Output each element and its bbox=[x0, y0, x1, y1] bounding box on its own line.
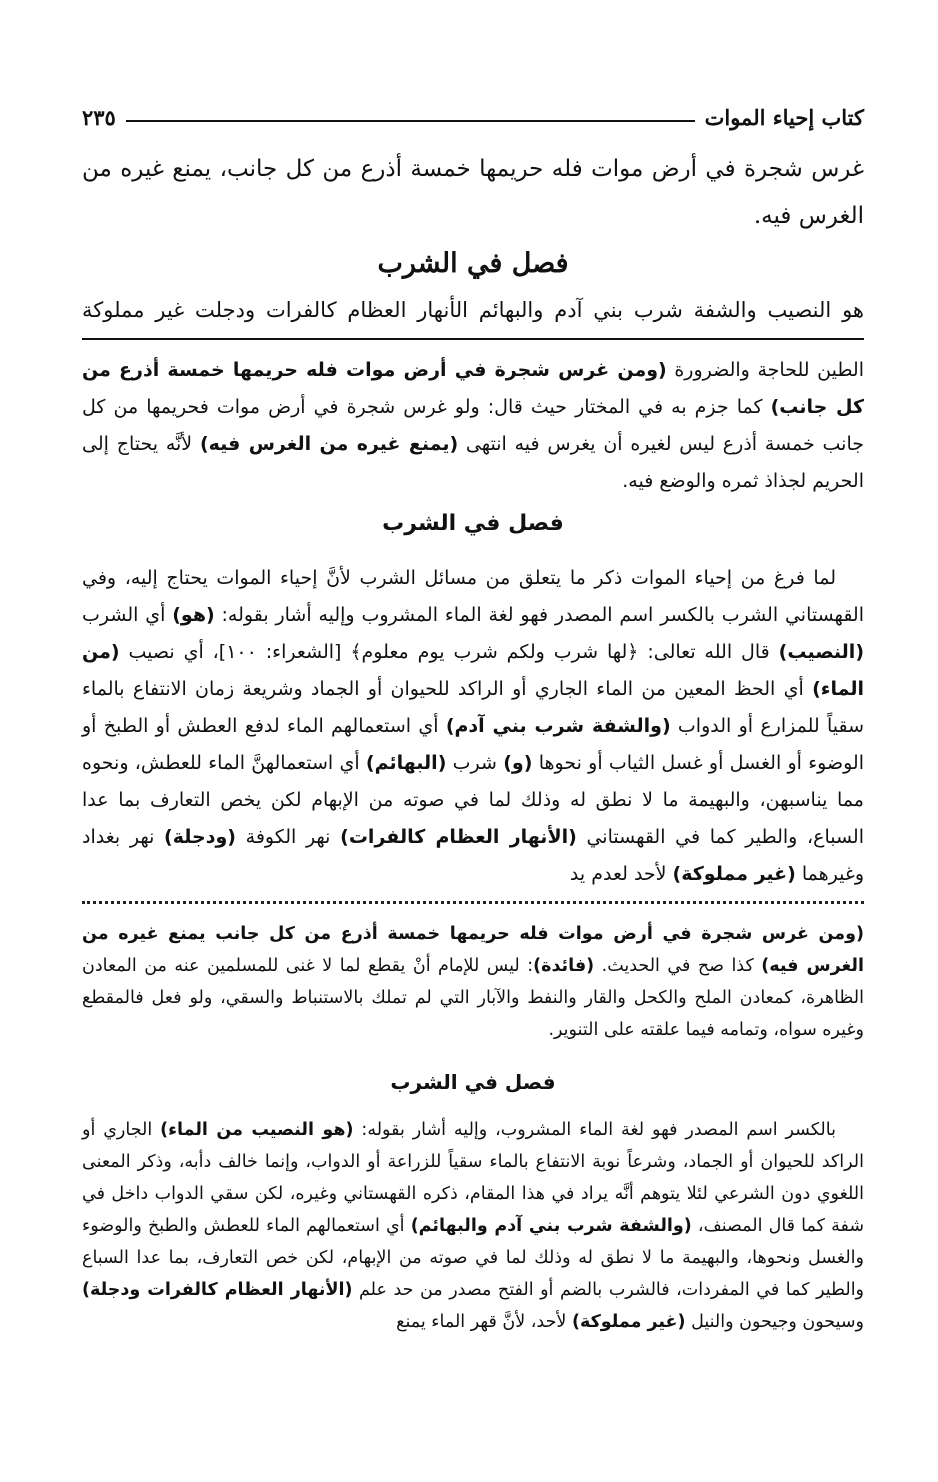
hashiya-quote: (غير مملوكة) bbox=[571, 1312, 686, 1332]
running-header bbox=[82, 92, 864, 128]
hashiya-quote: (والشفة شرب بني آدم والبهائم) bbox=[410, 1216, 692, 1236]
sharh-text: نهر الكوفة bbox=[235, 826, 341, 848]
sharh-paragraph bbox=[82, 352, 864, 500]
sharh-text: لما فرغ من إحياء الموات ذكر ما يتعلق من مسائل الشرب لأنَّ إحياء الموات يحتاج إليه، وفي القهستاني الشرب بالكسر اسم المصدر فهو لغة الماء المشروب وإليه أشار بقوله: bbox=[82, 567, 864, 626]
sharh-text: أي الحظ المعين من الماء الجاري أو الراكد للحيوان أو الجماد وشريعة زمان الانتفاع بالماء سقياً للمزارع أو الدواب bbox=[82, 678, 864, 737]
sharh-text: قال الله تعالى: ﴿لها شرب ولكم شرب يوم معلوم﴾ [الشعراء: ١٠٠]، أي نصيب bbox=[119, 641, 779, 663]
hashiya-text: بالكسر اسم المصدر فهو لغة الماء المشروب، وإليه أشار بقوله: bbox=[353, 1120, 836, 1140]
matn-chapter-heading: فصل في الشرب bbox=[377, 248, 569, 279]
running-title: كتاب إحياء الموات bbox=[704, 105, 864, 130]
sharh-quote: (ودجلة) bbox=[164, 826, 236, 848]
matn-text: غرس شجرة في أرض موات فله حريمها خمسة أذرع من كل جانب، يمنع غيره من الغرس فيه. bbox=[82, 156, 864, 229]
hashiya-quote: (هو النصيب من الماء) bbox=[160, 1120, 354, 1140]
sharh-text: شرب bbox=[446, 752, 504, 774]
hashiya-chapter-heading: فصل في الشرب bbox=[390, 1070, 556, 1094]
matn-paragraph bbox=[82, 146, 864, 240]
hashiya-paragraph bbox=[82, 918, 864, 1046]
sharh-text: لأنَّه يحتاج إلى الحريم لجذاذ ثمره والوضع فيه. bbox=[82, 433, 864, 492]
hashiya-text: : ليس للإمام أنْ يقطع لما لا غنى للمسلمين عنه من المعادن الظاهرة، كمعادن الملح والكحل والقار والنفط والآبار التي لم تملك بالاستنباط والسقي، ولو فعل فالمقطع وغيره سواه، وتمامه فيما علقته على التنوير. bbox=[82, 956, 864, 1040]
sharh-quote: (النصيب) bbox=[778, 641, 865, 663]
sharh-text: نهر بغداد وغيرهما bbox=[82, 826, 864, 885]
hashiya-text: الجاري أو الراكد للحيوان أو الجماد، وشرعاً نوبة الانتفاع بالماء سقياً للزراعة أو الدواب، وإنما خالف دأبه، وذكر المعنى اللغوي دون الشرعي لئلا يتوهم أنَّه يراد في هذا المقام، ذكره القهستاني وغيره، لكن سقي الدواب داخل في شفة كما قال المصنف، bbox=[82, 1120, 864, 1236]
matn-line: هو النصيب والشفة شرب بني آدم والبهائم الأنهار العظام كالفرات ودجلت غير مملوكة bbox=[82, 298, 864, 322]
header-rule bbox=[126, 120, 695, 122]
hashiya-quote: (ومن غرس شجرة في أرض موات فله حريمها خمسة أذرع من كل جانب يمنع غيره من الغرس فيه) bbox=[82, 924, 864, 976]
hashiya-text: كذا صح في الحديث. bbox=[594, 956, 762, 976]
sharh-paragraph bbox=[82, 560, 864, 893]
sharh-quote: (الأنهار العظام كالفرات) bbox=[340, 826, 577, 848]
hashiya-text: أي استعمالهم الماء للعطش والطبخ والوضوء والغسل ونحوها، والبهيمة ما لا نطق له وذلك لما في صوته من الإبهام، لكن خص التعارف، بما عدا السباع والطير كما في المفردات، فالشرب بالضم أو الفتح مصدر من حد علم bbox=[82, 1216, 865, 1300]
sharh-text: الطين للحاجة والضرورة bbox=[666, 359, 864, 381]
hashiya-quote: (فائدة) bbox=[533, 956, 595, 976]
sharh-quote: (من الماء) bbox=[82, 641, 864, 700]
sharh-chapter-heading: فصل في الشرب bbox=[382, 511, 564, 536]
sharh-quote: (يمنع غيره من الغرس فيه) bbox=[199, 433, 459, 455]
sharh-text: أي استعمالهنَّ الماء للعطش، ونحوه مما يناسبهن، والبهيمة ما لا نطق له وذلك لما في صوته من الإبهام لكن يخص التعارف بما عدا السباع، والطير كما في القهستاني bbox=[82, 752, 864, 848]
dotted-separator bbox=[82, 901, 864, 904]
hashiya-paragraph bbox=[82, 1114, 864, 1338]
sharh-text: أي الشرب bbox=[82, 604, 173, 626]
matn-separator-rule bbox=[82, 338, 864, 340]
sharh-quote: (و) bbox=[503, 752, 533, 774]
sharh-quote: (البهائم) bbox=[365, 752, 447, 774]
sharh-quote: (غير مملوكة) bbox=[672, 863, 796, 885]
hashiya-text: لأحد، لأنَّ قهر الماء يمنع bbox=[396, 1312, 572, 1332]
sharh-text: لأحد لعدم يد bbox=[569, 863, 673, 885]
sharh-quote: (والشفة شرب بني آدم) bbox=[445, 715, 671, 737]
hashiya-quote: (الأنهار العظام كالفرات ودجلة) bbox=[82, 1280, 353, 1300]
sharh-text: كما جزم به في المختار حيث قال: ولو غرس شجرة في أرض موات فحريمها من كل جانب خمسة أذرع ليس لغيره أن يغرس فيه انتهى bbox=[82, 396, 864, 455]
hashiya-text: وسيحون وجيحون والنيل bbox=[685, 1312, 864, 1332]
sharh-text: أي استعمالهم الماء لدفع العطش أو الطبخ أو الوضوء أو الغسل أو غسل الثياب أو نحوها bbox=[82, 715, 865, 774]
sharh-quote: (ومن غرس شجرة في أرض موات فله حريمها خمسة أذرع من كل جانب) bbox=[82, 359, 864, 418]
sharh-quote: (هو) bbox=[172, 604, 215, 626]
page-number: ٢٣٥ bbox=[82, 105, 116, 130]
